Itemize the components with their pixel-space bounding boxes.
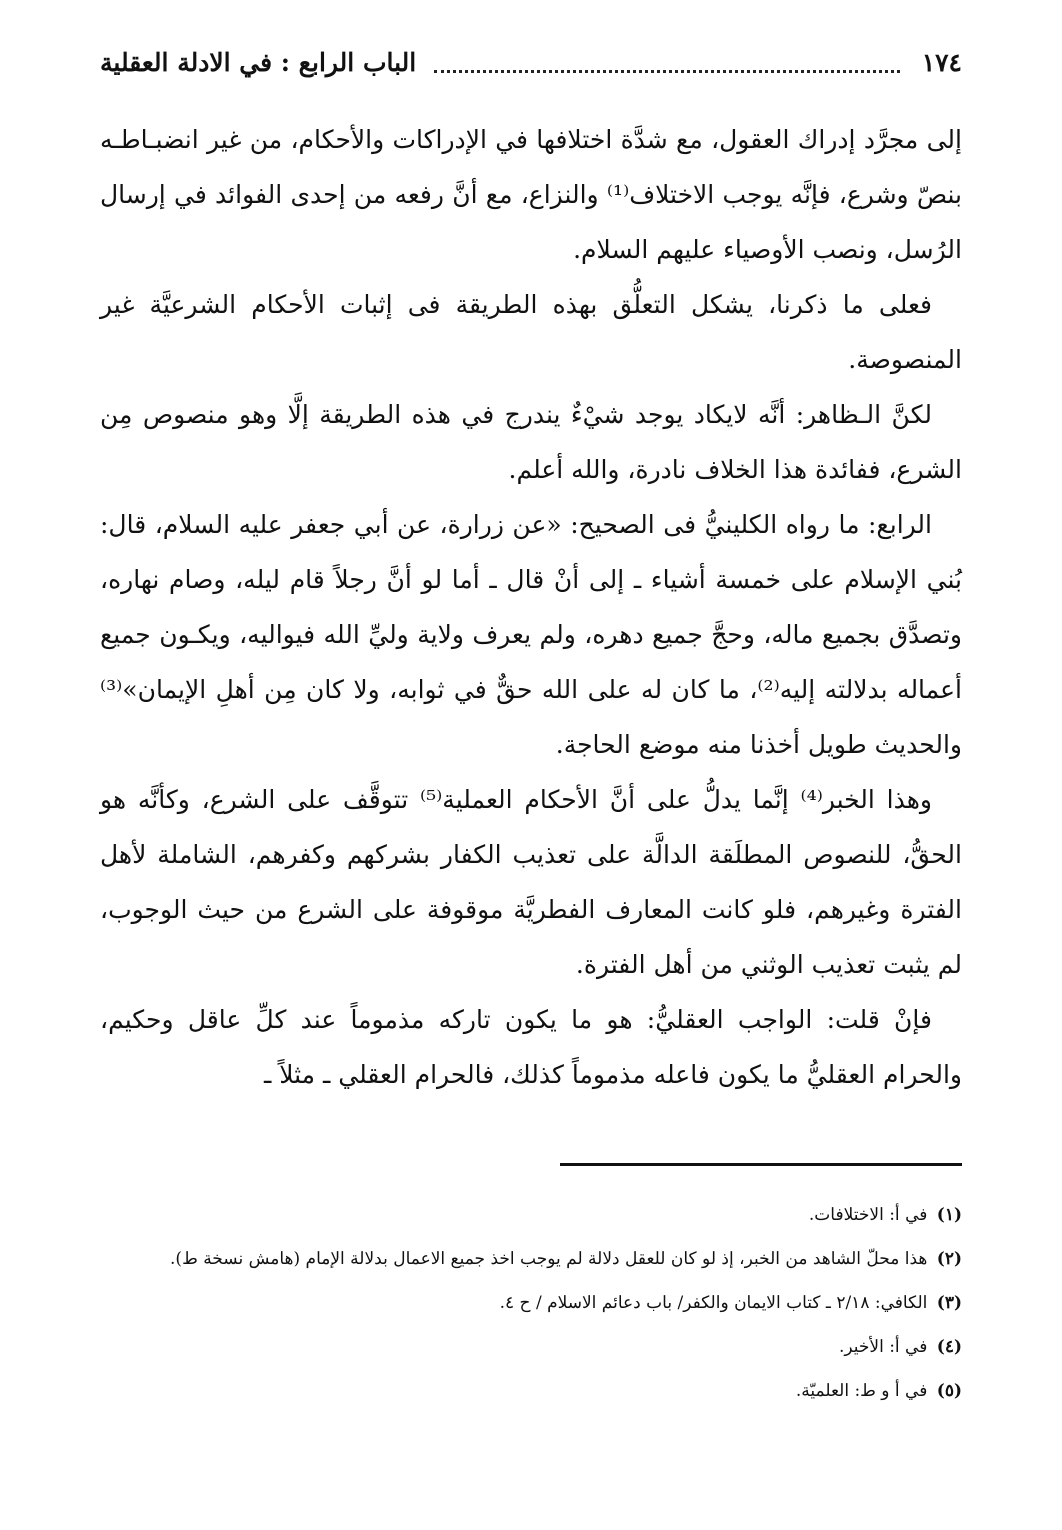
footnote-2: [100, 1237, 962, 1281]
footnote-text: هذا محلّ الشاهد من الخبر، إذ لو كان للعقل دلالة لم يوجب اخذ جميع الاعمال بدلالة الإمام (هامش نسخة ط).: [170, 1249, 928, 1269]
footnote-number: (٤): [936, 1337, 962, 1357]
footnote-number: (٥): [936, 1381, 962, 1401]
paragraph-6: فإنْ قلت: الواجب العقليُّ: هو ما يكون تاركه مذموماً عند كلِّ عاقل وحكيم، والحرام العقليُّ ما يكون فاعله مذموماً كذلك، فالحرام العقلي ـ مثلاً ـ: [100, 1005, 962, 1089]
footnote-3: [100, 1281, 962, 1325]
footnote-text: في أ: الأخير.: [838, 1337, 928, 1357]
paragraph-2: فعلى ما ذكرنا، يشكل التعلُّق بهذه الطريقة فى إثبات الأحكام الشرعيَّة غير المنصوصة.: [100, 290, 962, 374]
footnote-number: (٢): [936, 1249, 962, 1269]
paragraph-5: وهذا الخبر⁽⁴⁾ إنَّما يدلُّ على أنَّ الأحكام العملية⁽⁵⁾ تتوقَّف على الشرع، وكأنَّه هو الحقُّ، للنصوص المطلَقة الدالَّة على تعذيب الكفار بشركهم وكفرهم، الشاملة لأهل الفترة وغيرهم، فلو كانت المعارف الفطريَّة موقوفة على الشرع من حيث الوجوب، لم يثبت تعذيب الوثني من أهل الفترة.: [100, 785, 962, 979]
footnote-text: الكافي: ٢/١٨ ـ كتاب الايمان والكفر/ باب دعائم الاسلام / ح ٤.: [499, 1293, 928, 1313]
footnote-number: (١): [936, 1205, 962, 1225]
footnote-text: في أ و ط: العلميّة.: [795, 1381, 928, 1401]
paragraph-1: إلى مجرَّد إدراك العقول، مع شدَّة اختلافها في الإدراكات والأحكام، من غير انضبـاطـه بنصّ وشرع، فإنَّه يوجب الاختلاف⁽¹⁾ والنزاع، مع أنَّ رفعه من إحدى الفوائد في إرسال الرُسل، ونصب الأوصياء عليهم السلام.: [100, 125, 962, 264]
header-dot-leader: [434, 40, 899, 73]
paragraph-4: الرابع: ما رواه الكلينيُّ فى الصحيح: «عن زرارة، عن أبي جعفر عليه السلام، قال: بُني الإسلام على خمسة أشياء ـ إلى أنْ قال ـ أما لو أنَّ رجلاً قام ليله، وصام نهاره، وتصدَّق بجميع ماله، وحجَّ جميع دهره، ولم يعرف ولاية وليِّ الله فيواليه، ويكـون جميع أعماله بدلالته إليه⁽²⁾، ما كان له على الله حقٌّ في ثوابه، ولا كان مِن أهلِ الإيمان»⁽³⁾ والحديث طويل أخذنا منه موضع الحاجة.: [100, 510, 962, 759]
footnote-separator: [560, 1163, 962, 1166]
footnotes: [100, 1193, 962, 1413]
footnote-text: في أ: الاختلافات.: [808, 1205, 928, 1225]
page-number: ١٧٤: [921, 47, 962, 77]
chapter-title: الباب الرابع : في الادلة العقلية: [100, 47, 417, 77]
main-text: [100, 112, 962, 1102]
paragraph-3: لكنَّ الـظاهر: أنَّه لايكاد يوجد شيْءٌ يندرج في هذه الطريقة إلَّا وهو منصوص مِن الشرع، ففائدة هذا الخلاف نادرة، والله أعلم.: [100, 400, 962, 484]
footnote-4: [100, 1325, 962, 1369]
footnote-1: [100, 1193, 962, 1237]
footnote-number: (٣): [936, 1293, 962, 1313]
footnote-5: [100, 1369, 962, 1413]
running-header: [100, 40, 962, 84]
